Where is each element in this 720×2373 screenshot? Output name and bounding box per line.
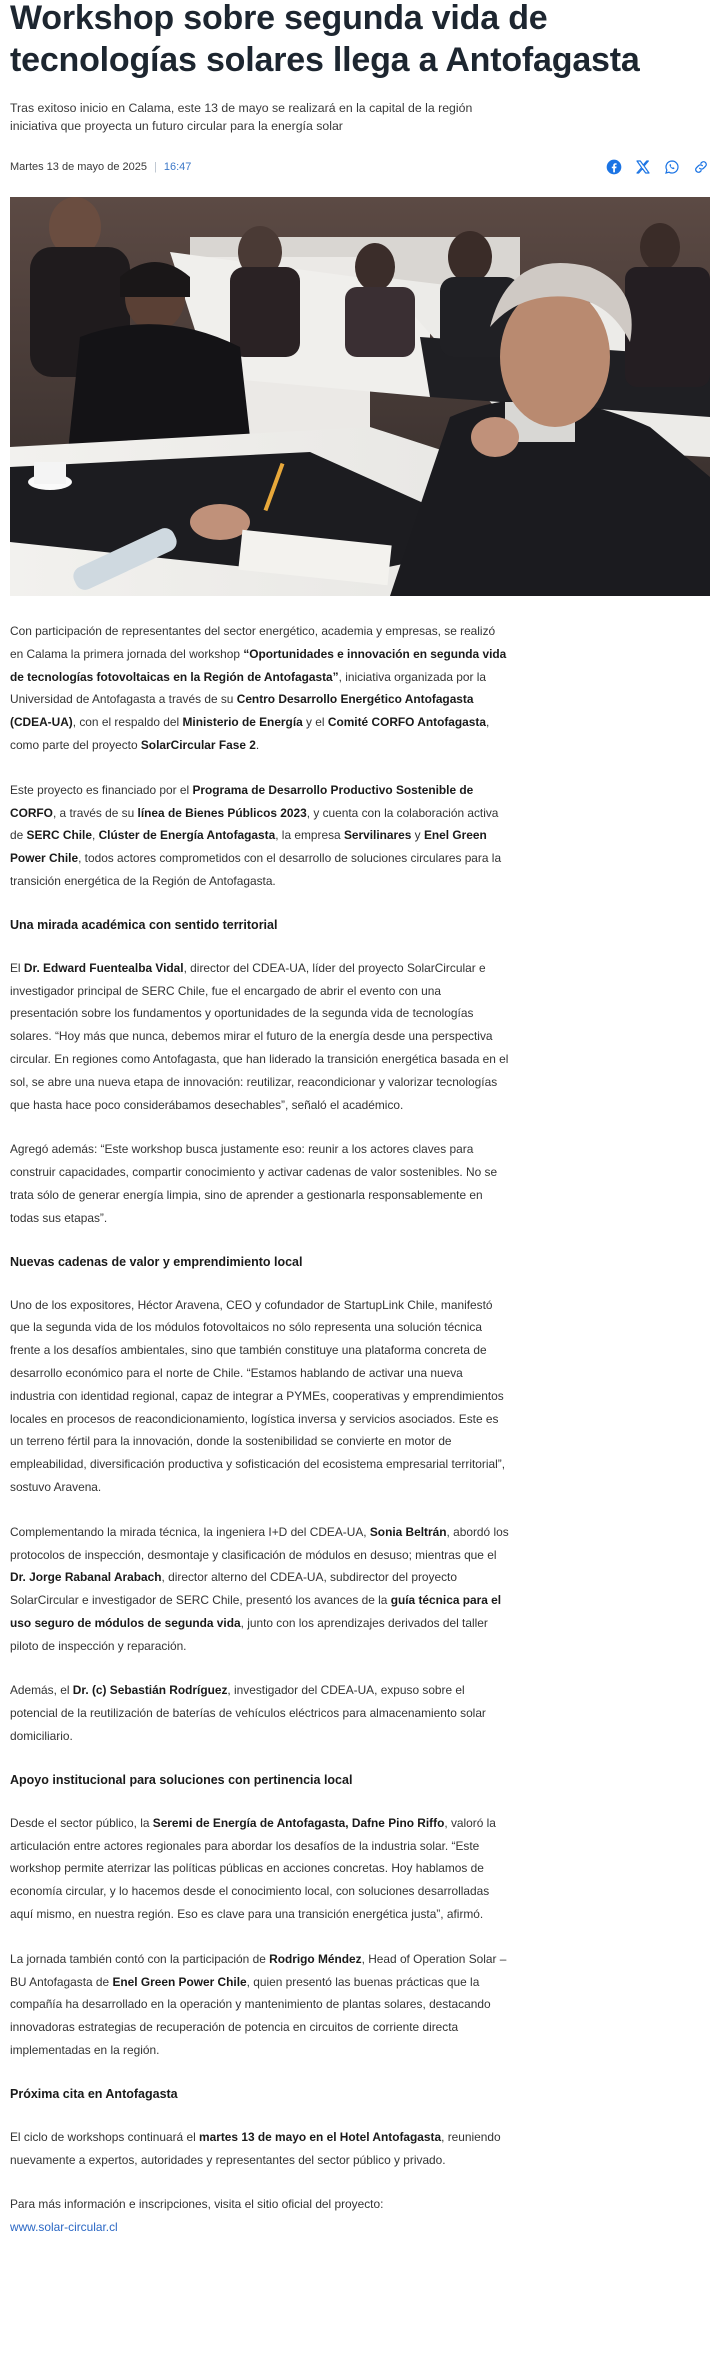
section-heading: Apoyo institucional para soluciones con pertinencia local: [10, 1772, 353, 1787]
paragraph: Desde el sector público, la Seremi de Energía de Antofagasta, Dafne Pino Riffo, valoró la articulación entre actores regionales para abordar los desafíos de la industria solar. “Este workshop permite aterrizar las políticas públicas en acciones concretas. Hoy hablamos de economía circular, y lo hacemos desde el conocimiento local, con soluciones desarrolladas aquí mismo, en nuestra región. Eso es clave para una transición energética justa”, afirmó.: [10, 1815, 496, 1922]
article-subtitle: Tras exitoso inicio en Calama, este 13 de mayo se realizará en la capital de la región iniciativa que proyecta un futuro circular para la energía solar: [10, 101, 473, 133]
project-website-link[interactable]: www.solar-circular.cl: [10, 2220, 118, 2235]
paragraph: Complementando la mirada técnica, la ingeniera I+D del CDEA-UA, Sonia Beltrán, abordó los protocolos de inspección, desmontaje y clasificación de módulos en desuso; mientras que el Dr. Jorge Rabanal Arabach, director alterno del CDEA-UA, subdirector del proyecto SolarCircular e investigador de SERC Chile, presentó los avances de la guía técnica para el uso seguro de módulos de segunda vida, junto con los aprendizajes derivados del taller piloto de inspección y reparación.: [10, 1524, 509, 1653]
publish-time: 16:47: [163, 161, 192, 173]
article-title: Workshop sobre segunda vida de tecnologías solares llega a Antofagasta: [10, 0, 640, 79]
paragraph: La jornada también contó con la participación de Rodrigo Méndez, Head of Operation Solar – BU Antofagasta de Enel Green Power Chile, quien presentó las buenas prácticas que la compañía ha desarrollado en la operación y mantenimiento de plantas solares, destacando innovadoras estrategias de recuperación de potencia en circuitos de corriente directa implementadas en la región.: [10, 1951, 507, 2058]
section-heading: Nuevas cadenas de valor y emprendimiento local: [10, 1254, 303, 1269]
section-heading: Una mirada académica con sentido territorial: [10, 917, 278, 932]
facebook-icon[interactable]: [605, 158, 623, 176]
share-bar: [605, 158, 710, 176]
section-heading: Próxima cita en Antofagasta: [10, 2086, 178, 2101]
paragraph: Con participación de representantes del sector energético, academia y empresas, se realizó en Calama la primera jornada del workshop “Oportunidades e innovación en segunda vida de tecnologías fotovoltaicas en la Región de Antofagasta”, iniciativa organizada por la Universidad de Antofagasta a través de su Centro Desarrollo Energético Antofagasta (CDEA-UA), con el respaldo del Ministerio de Energía y el Comité CORFO Antofagasta, como parte del proyecto SolarCircular Fase 2.: [10, 624, 507, 752]
article-meta: [10, 155, 710, 179]
publish-date: Martes 13 de mayo de 2025: [10, 161, 147, 173]
link-icon[interactable]: [692, 158, 710, 176]
paragraph: Uno de los expositores, Héctor Aravena, CEO y cofundador de StartupLink Chile, manifestó que la segunda vida de los módulos fotovoltaicos no sólo representa una solución técnica frente a los desafíos ambientales, sino que también constituye una plataforma concreta de desarrollo económico para el norte de Chile. “Estamos hablando de activar una nueva industria con identidad regional, capaz de integrar a PYMEs, cooperativas y emprendimientos locales en procesos de reacondicionamiento, logística inversa y servicios asociados. Este es un terreno fértil para la innovación, donde la sostenibilidad se convierte en motor de empleabilidad, diversificación productiva y sofisticación del ecosistema empresarial territorial”, sostuvo Aravena.: [10, 1297, 505, 1494]
whatsapp-icon[interactable]: [663, 158, 681, 176]
article-body: [10, 620, 510, 2239]
x-icon[interactable]: [634, 158, 652, 176]
paragraph: El Dr. Edward Fuentealba Vidal, director del CDEA-UA, líder del proyecto SolarCircular e investigador principal de SERC Chile, fue el encargado de abrir el evento con una presentación sobre los fundamentos y oportunidades de la segunda vida de tecnologías solares. “Hoy más que nunca, debemos mirar el futuro de la energía desde una perspectiva circular. En regiones como Antofagasta, que han liderado la transición energética basada en el sol, se abre una nueva etapa de innovación: reutilizar, reacondicionar y valorizar tecnologías que hasta hace poco considerábamos desechables”, señaló el académico.: [10, 960, 509, 1112]
paragraph: El ciclo de workshops continuará el martes 13 de mayo en el Hotel Antofagasta, reuniendo nuevamente a expertos, autoridades y representantes del sector público y privado.: [10, 2129, 501, 2167]
paragraph: Este proyecto es financiado por el Programa de Desarrollo Productivo Sostenible de CORFO, a través de su línea de Bienes Públicos 2023, y cuenta con la colaboración activa de SERC Chile, Clúster de Energía Antofagasta, la empresa Servilinares y Enel Green Power Chile, todos actores comprometidos con el desarrollo de soluciones circulares para la transición energética de la Región de Antofagasta.: [10, 782, 502, 888]
paragraph: Agregó además: “Este workshop busca justamente eso: reunir a los actores claves para construir capacidades, compartir conocimiento y activar cadenas de valor sostenibles. No se trata sólo de generar energía limpia, sino de aprender a gestionarla responsablemente en todas sus etapas”.: [10, 1142, 498, 1225]
date-separator: |: [153, 161, 157, 173]
paragraph: Además, el Dr. (c) Sebastián Rodríguez, investigador del CDEA-UA, expuso sobre el potencial de la reutilización de baterías de vehículos eléctricos para almacenamiento solar domiciliario.: [10, 1683, 486, 1744]
paragraph: Para más información e inscripciones, visita el sitio oficial del proyecto: www.solar-circular.cl: [10, 2197, 384, 2235]
article-photo: [10, 197, 710, 596]
date-line: [10, 161, 191, 173]
